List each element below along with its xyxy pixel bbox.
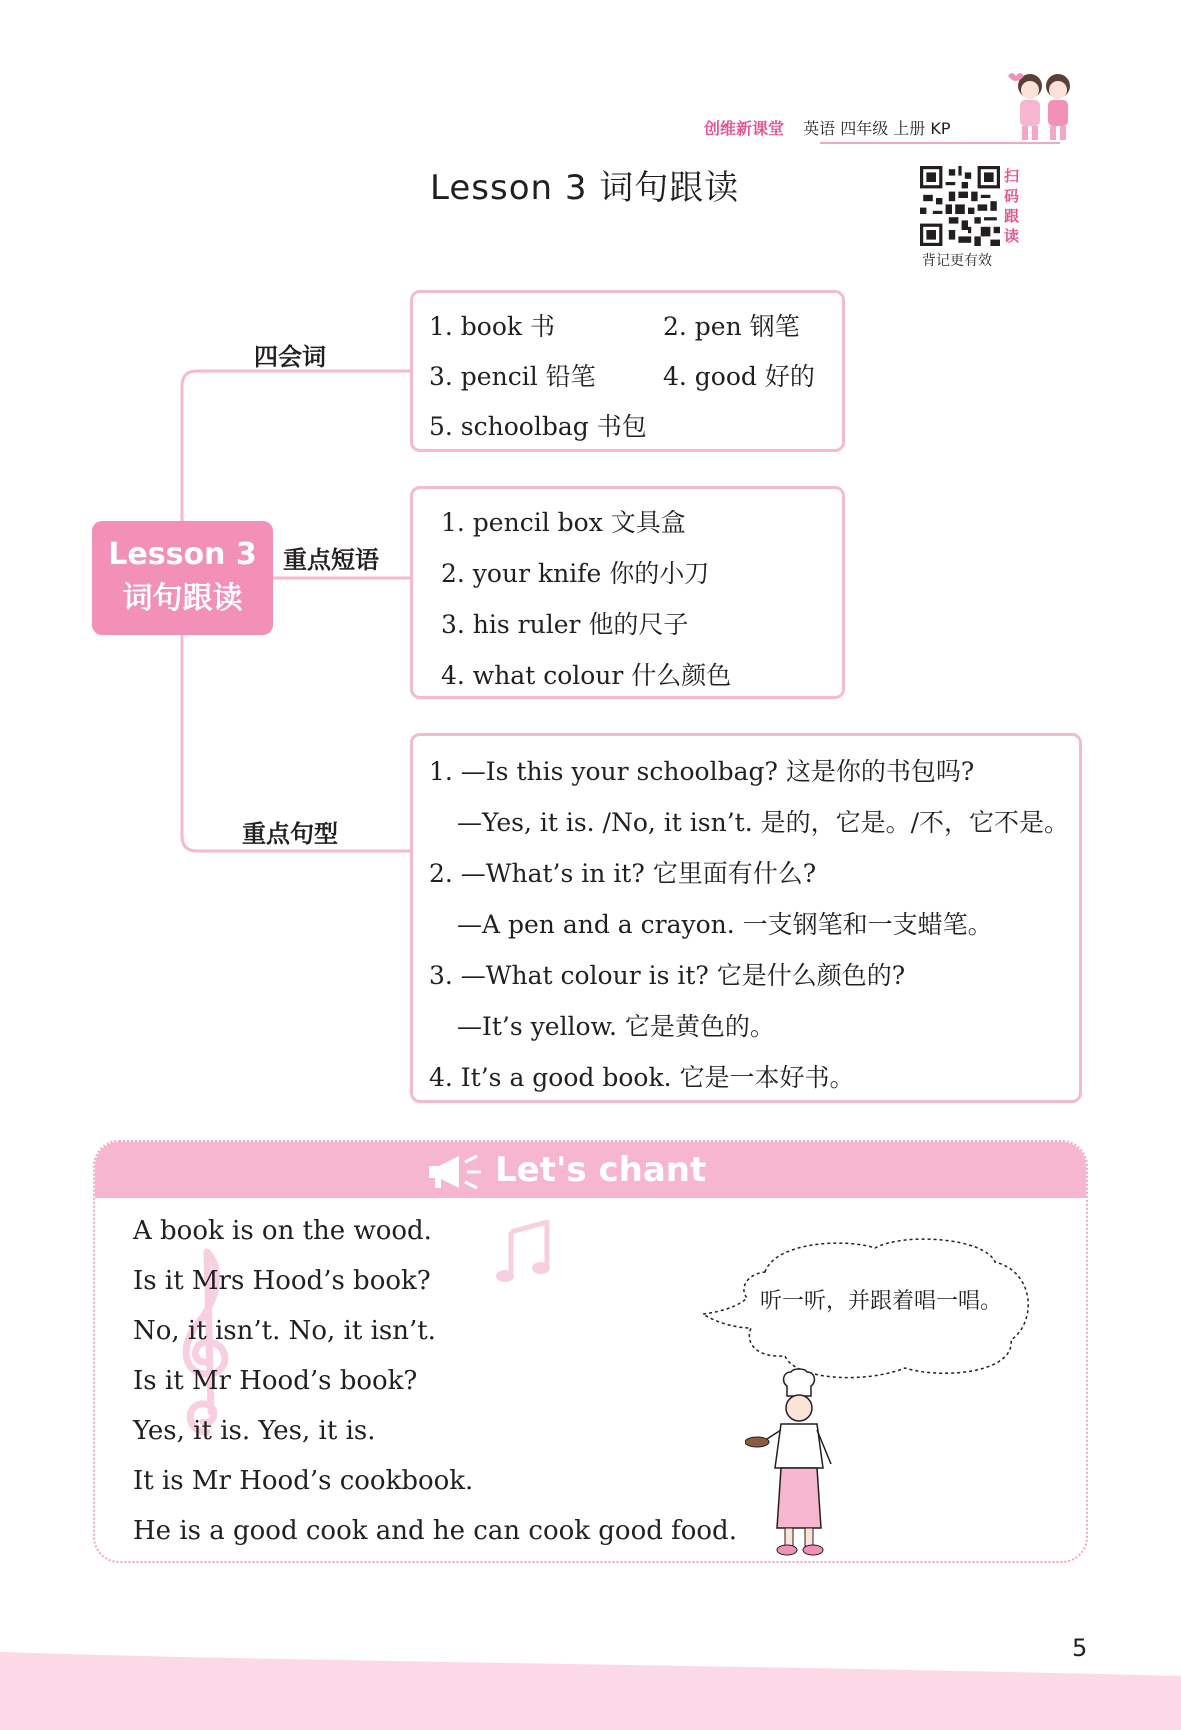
chant-line: Yes, it is. Yes, it is. [133, 1416, 376, 1446]
sentence-line: 3. —What colour is it? 它是什么颜色的? [429, 961, 906, 990]
music-note-icon [495, 1220, 555, 1284]
speech-bubble-text: 听一听，并跟着唱一唱。 [760, 1289, 1003, 1314]
branch-label-phrases: 重点短语 [283, 546, 379, 574]
chant-line: It is Mr Hood’s cookbook. [133, 1466, 474, 1496]
series-name: 创维新课堂 [704, 119, 785, 138]
chef-illustration [745, 1368, 855, 1558]
book-meta: 英语 四年级 上册 KP [803, 119, 951, 138]
page-title: Lesson 3 词句跟读 [430, 168, 740, 208]
megaphone-icon [425, 1152, 487, 1192]
sentence-line: 2. —What’s in it? 它里面有什么? [429, 859, 817, 888]
qr-label-char: 扫 [1004, 167, 1020, 185]
phrase-item: 1. pencil box 文具盒 [441, 508, 686, 537]
lesson-badge-line1: Lesson 3 [108, 537, 257, 572]
qr-label-char: 码 [1004, 187, 1020, 205]
chant-line: A book is on the wood. [133, 1216, 432, 1246]
phrase-item: 3. his ruler 他的尺子 [441, 610, 689, 639]
vocab-item: 1. book 书 [429, 312, 556, 341]
page-number: 5 [1072, 1634, 1088, 1662]
vocab-item: 2. pen 钢笔 [663, 312, 800, 341]
branch-label-sentences: 重点句型 [242, 820, 338, 848]
sentence-line: —A pen and a crayon. 一支钢笔和一支蜡笔。 [457, 910, 993, 939]
phrase-item: 2. your knife 你的小刀 [441, 559, 710, 588]
vocab-item: 4. good 好的 [663, 362, 815, 391]
lesson-badge [92, 521, 273, 635]
sentence-box [410, 733, 1082, 1103]
qr-label-char: 读 [1004, 227, 1020, 245]
qr-caption: 背记更有效 [922, 253, 992, 269]
vocab-item: 3. pencil 铅笔 [429, 362, 596, 391]
lesson-badge-line2: 词句跟读 [122, 581, 243, 616]
chant-line: No, it isn’t. No, it isn’t. [133, 1316, 436, 1346]
sentence-line: —Yes, it is. /No, it isn’t. 是的，它是。/不，它不是。 [457, 808, 1070, 837]
phrase-box [410, 486, 845, 699]
sentence-line: 1. —Is this your schoolbag? 这是你的书包吗? [429, 757, 975, 786]
sentence-line: 4. It’s a good book. 它是一本好书。 [429, 1063, 855, 1092]
chant-line: Is it Mr Hood’s book? [133, 1366, 418, 1396]
footer-band [0, 1652, 1181, 1730]
sentence-line: —It’s yellow. 它是黄色的。 [457, 1012, 775, 1041]
qr-label-char: 跟 [1004, 207, 1020, 225]
chant-panel [93, 1140, 1088, 1563]
vocab-item: 5. schoolbag 书包 [429, 412, 647, 441]
chant-title: Let's chant [495, 1150, 707, 1190]
branch-label-vocab: 四会词 [254, 343, 326, 371]
vocab-box [410, 290, 845, 452]
chant-line: Is it Mrs Hood’s book? [133, 1266, 431, 1296]
phrase-item: 4. what colour 什么颜色 [441, 661, 732, 690]
chant-line: He is a good cook and he can cook good food. [133, 1516, 737, 1546]
